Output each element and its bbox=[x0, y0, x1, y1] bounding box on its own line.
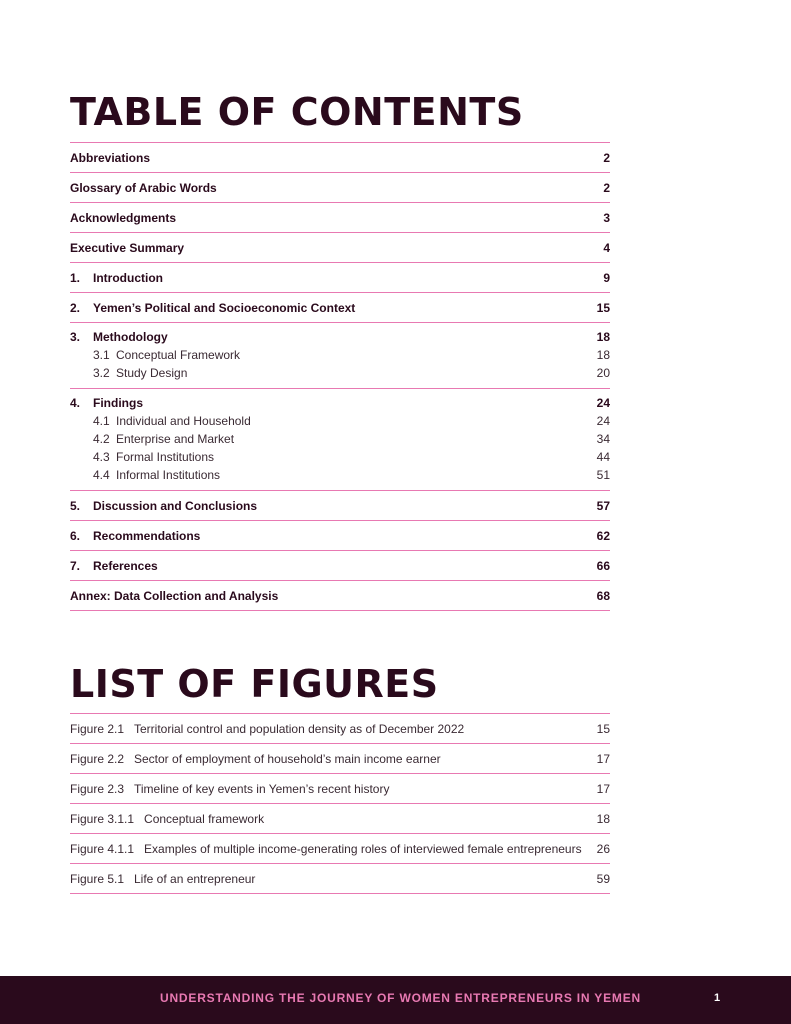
figure-title: Examples of multiple income-generating roles of interviewed female entrepreneurs bbox=[144, 841, 582, 856]
toc-list bbox=[70, 142, 610, 611]
toc-entry-label: Recommendations bbox=[93, 528, 201, 543]
figure-title: Conceptual framework bbox=[144, 811, 265, 826]
toc-entry[interactable] bbox=[70, 521, 610, 551]
toc-entry-row[interactable] bbox=[70, 394, 610, 412]
toc-entry-label: Glossary of Arabic Words bbox=[70, 180, 217, 195]
toc-entry[interactable] bbox=[70, 394, 610, 491]
list-of-figures-title: LIST OF FIGURES bbox=[70, 662, 439, 706]
toc-subentry-label: Enterprise and Market bbox=[116, 432, 235, 446]
toc-subentry-number: 4.1 bbox=[93, 414, 110, 428]
toc-entry-heading bbox=[70, 151, 150, 165]
toc-entry-number: 6. bbox=[70, 528, 81, 543]
figure-page: 15 bbox=[596, 721, 610, 736]
toc-entry-heading bbox=[70, 330, 168, 344]
toc-subentry-number: 3.1 bbox=[93, 348, 110, 362]
toc-subentry[interactable] bbox=[70, 412, 610, 430]
figure-label: Figure 3.1.1 bbox=[70, 811, 135, 826]
toc-entry-label: Findings bbox=[93, 396, 143, 410]
toc-entry-number: 4. bbox=[70, 396, 81, 410]
toc-entry-page: 15 bbox=[596, 300, 610, 315]
toc-entry-row[interactable] bbox=[70, 233, 610, 262]
toc-entry[interactable] bbox=[70, 263, 610, 293]
toc-entry[interactable] bbox=[70, 203, 610, 233]
toc-subentry-number: 4.4 bbox=[93, 468, 110, 482]
figure-entry[interactable] bbox=[70, 774, 610, 804]
footer-title: UNDERSTANDING THE JOURNEY OF WOMEN ENTREPRENEURS IN YEMEN bbox=[160, 991, 641, 1005]
toc-subentry[interactable] bbox=[70, 346, 610, 364]
toc-entry-page: 57 bbox=[596, 498, 610, 513]
toc-entry-label: Abbreviations bbox=[70, 150, 151, 165]
toc-subentry-number: 4.2 bbox=[93, 432, 110, 446]
toc-subentry-label: Study Design bbox=[116, 366, 188, 380]
page-number: 1 bbox=[714, 992, 721, 1004]
toc-entry[interactable] bbox=[70, 143, 610, 173]
toc-entry-heading bbox=[70, 211, 176, 225]
toc-subentry-page: 51 bbox=[596, 468, 610, 482]
toc-subentry-page: 18 bbox=[596, 348, 610, 362]
toc-subentry-heading bbox=[93, 450, 214, 464]
toc-title: TABLE OF CONTENTS bbox=[70, 90, 524, 134]
toc-entry-number: 1. bbox=[70, 270, 81, 285]
toc-subentry-page: 24 bbox=[596, 414, 610, 428]
toc-entry-page: 24 bbox=[596, 396, 610, 410]
toc-entry-label: Executive Summary bbox=[70, 240, 185, 255]
toc-subentry[interactable] bbox=[70, 448, 610, 466]
figure-title: Life of an entrepreneur bbox=[134, 871, 256, 886]
toc-entry[interactable] bbox=[70, 581, 610, 611]
figure-page: 18 bbox=[596, 811, 610, 826]
figure-page: 26 bbox=[596, 841, 610, 856]
toc-entry[interactable] bbox=[70, 328, 610, 389]
figure-title: Territorial control and population density as of December 2022 bbox=[134, 721, 465, 736]
toc-subentries bbox=[70, 412, 610, 490]
toc-subentry[interactable] bbox=[70, 364, 610, 382]
toc-entry-page: 62 bbox=[596, 528, 610, 543]
page-footer bbox=[0, 976, 791, 1024]
toc-subentry-label: Informal Institutions bbox=[116, 468, 221, 482]
toc-entry-row[interactable] bbox=[70, 491, 610, 520]
figure-page: 59 bbox=[596, 871, 610, 886]
toc-subentry[interactable] bbox=[70, 466, 610, 484]
toc-entry-heading bbox=[70, 559, 158, 573]
toc-subentry-heading bbox=[93, 432, 234, 446]
toc-entry[interactable] bbox=[70, 233, 610, 263]
toc-subentry-label: Individual and Household bbox=[116, 414, 251, 428]
toc-entry-page: 18 bbox=[596, 330, 610, 344]
figure-title: Sector of employment of household’s main income earner bbox=[134, 751, 441, 766]
toc-subentry-heading bbox=[93, 366, 187, 380]
toc-entry-label: Yemen’s Political and Socioeconomic Context bbox=[93, 300, 356, 315]
figure-label: Figure 2.3 bbox=[70, 781, 125, 796]
toc-entry-heading bbox=[70, 241, 184, 255]
toc-subentry-number: 4.3 bbox=[93, 450, 110, 464]
toc-subentry-page: 20 bbox=[596, 366, 610, 380]
toc-entry-number: 3. bbox=[70, 330, 81, 344]
toc-subentry-page: 34 bbox=[596, 432, 610, 446]
toc-subentry-page: 44 bbox=[596, 450, 610, 464]
toc-entry-label: Discussion and Conclusions bbox=[93, 498, 258, 513]
toc-entry-heading bbox=[70, 396, 143, 410]
figure-entry[interactable] bbox=[70, 834, 610, 864]
toc-subentry-heading bbox=[93, 414, 251, 428]
toc-subentry-heading bbox=[93, 468, 220, 482]
figure-entry[interactable] bbox=[70, 804, 610, 834]
toc-entry-heading bbox=[70, 271, 163, 285]
toc-entry-label: Acknowledgments bbox=[70, 210, 177, 225]
toc-entry-page: 2 bbox=[603, 180, 610, 195]
toc-entry-label: Annex: Data Collection and Analysis bbox=[70, 588, 279, 603]
toc-subentry-label: Conceptual Framework bbox=[116, 348, 241, 362]
figure-entry[interactable] bbox=[70, 864, 610, 894]
toc-subentry-heading bbox=[93, 348, 240, 362]
toc-entry-heading bbox=[70, 181, 217, 195]
figure-label: Figure 2.2 bbox=[70, 751, 125, 766]
toc-subentry-label: Formal Institutions bbox=[116, 450, 215, 464]
toc-entry-page: 3 bbox=[603, 210, 610, 225]
toc-entry-row[interactable] bbox=[70, 581, 610, 610]
toc-entry-number: 7. bbox=[70, 558, 81, 573]
toc-entry-label: Introduction bbox=[93, 270, 163, 285]
toc-entry-label: References bbox=[93, 558, 158, 573]
toc-entry-row[interactable] bbox=[70, 203, 610, 232]
toc-entry[interactable] bbox=[70, 491, 610, 521]
toc-entry-row[interactable] bbox=[70, 173, 610, 202]
toc-entry-row[interactable] bbox=[70, 551, 610, 580]
toc-subentries bbox=[70, 346, 610, 388]
figure-page: 17 bbox=[596, 781, 610, 796]
figure-page: 17 bbox=[596, 751, 610, 766]
toc-entry[interactable] bbox=[70, 173, 610, 203]
figure-label: Figure 5.1 bbox=[70, 871, 125, 886]
figure-label: Figure 2.1 bbox=[70, 721, 125, 736]
toc-entry-row[interactable] bbox=[70, 263, 610, 292]
toc-entry-heading bbox=[70, 499, 257, 513]
figures-list bbox=[70, 713, 610, 894]
toc-entry-row[interactable] bbox=[70, 521, 610, 550]
toc-entry-page: 68 bbox=[596, 588, 610, 603]
toc-entry-page: 9 bbox=[603, 270, 610, 285]
toc-subentry[interactable] bbox=[70, 430, 610, 448]
toc-subentry-number: 3.2 bbox=[93, 366, 110, 380]
toc-entry-row[interactable] bbox=[70, 328, 610, 346]
toc-entry[interactable] bbox=[70, 293, 610, 323]
toc-entry-page: 66 bbox=[596, 558, 610, 573]
toc-entry-page: 2 bbox=[603, 150, 610, 165]
figure-entry[interactable] bbox=[70, 744, 610, 774]
figure-label: Figure 4.1.1 bbox=[70, 841, 135, 856]
toc-entry-heading bbox=[70, 529, 200, 543]
toc-entry-heading bbox=[70, 301, 355, 315]
figure-entry[interactable] bbox=[70, 714, 610, 744]
toc-entry[interactable] bbox=[70, 551, 610, 581]
toc-entry-number: 2. bbox=[70, 300, 81, 315]
toc-entry-label: Methodology bbox=[93, 330, 168, 344]
figure-title: Timeline of key events in Yemen’s recent history bbox=[134, 781, 390, 796]
toc-entry-page: 4 bbox=[603, 240, 610, 255]
toc-entry-row[interactable] bbox=[70, 143, 610, 172]
toc-entry-row[interactable] bbox=[70, 293, 610, 322]
toc-entry-number: 5. bbox=[70, 498, 81, 513]
toc-entry-heading bbox=[70, 589, 278, 603]
